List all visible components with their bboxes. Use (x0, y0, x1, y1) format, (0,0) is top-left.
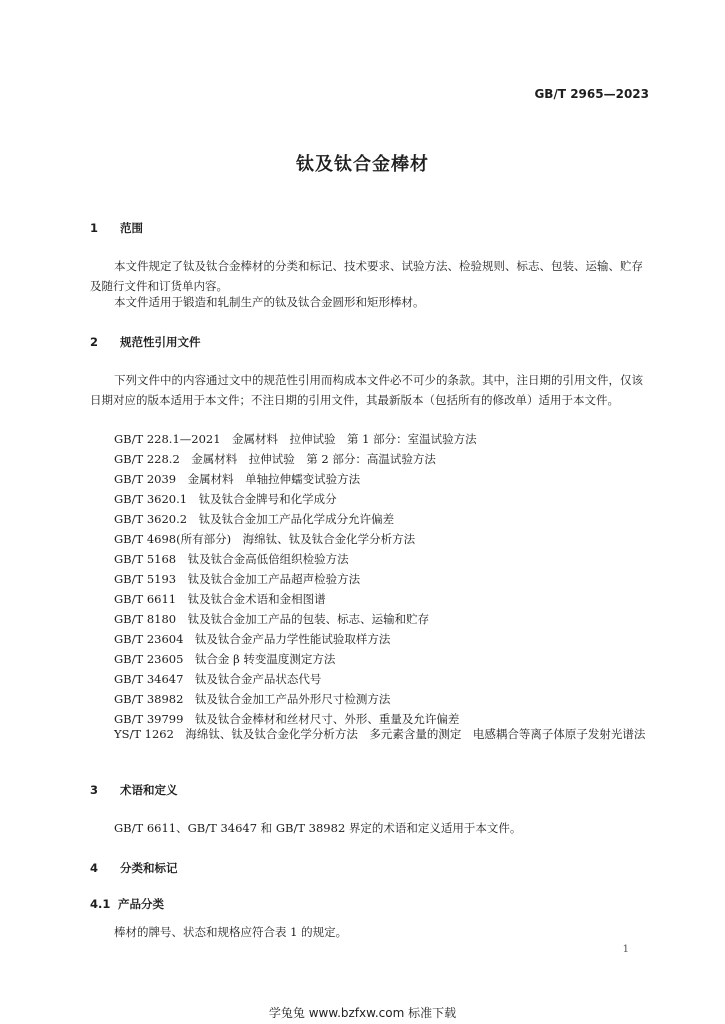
normative-references-list (114, 429, 646, 729)
section-3-heading (90, 782, 178, 798)
reference-item: GB/T 23605 钛合金 β 转变温度测定方法 (114, 652, 336, 666)
section-title: 分类和标记 (120, 861, 178, 875)
section-title: 范围 (120, 221, 143, 235)
terms-paragraph: GB/T 6611、GB/T 34647 和 GB/T 38982 界定的术语和定义适用于本文件。 (114, 821, 522, 835)
section-title: 术语和定义 (120, 783, 178, 797)
reference-item: GB/T 5193 钛及钛合金加工产品超声检验方法 (114, 572, 361, 586)
reference-item: GB/T 8180 钛及钛合金加工产品的包装、标志、运输和贮存 (114, 612, 430, 626)
standard-code: GB/T 2965—2023 (534, 87, 649, 101)
scope-paragraph-1: 本文件规定了钛及钛合金棒材的分类和标记、技术要求、试验方法、检验规则、标志、包装、运输、贮存及随行文件和订货单内容。 (90, 259, 643, 293)
section-number: 3 (90, 783, 99, 797)
section-number: 1 (90, 221, 99, 235)
classification-paragraph: 棒材的牌号、状态和规格应符合表 1 的规定。 (114, 925, 348, 939)
references-intro: 下列文件中的内容通过文中的规范性引用而构成本文件必不可少的条款。其中，注日期的引用文件，仅该日期对应的版本适用于本文件；不注日期的引用文件，其最新版本（包括所有的修改单）适用于本文件。 (90, 373, 643, 407)
reference-item: GB/T 5168 钛及钛合金高低倍组织检验方法 (114, 552, 349, 566)
reference-item: GB/T 2039 金属材料 单轴拉伸蠕变试验方法 (114, 472, 361, 486)
reference-item: GB/T 3620.2 钛及钛合金加工产品化学成分允许偏差 (114, 512, 395, 526)
reference-item: GB/T 34647 钛及钛合金产品状态代号 (114, 672, 322, 686)
reference-item-last: YS/T 1262 海绵钛、钛及钛合金化学分析方法 多元素含量的测定 电感耦合等离子体原子发射光谱法 (114, 727, 646, 741)
reference-item: GB/T 4698(所有部分) 海绵钛、钛及钛合金化学分析方法 (114, 532, 416, 546)
section-title: 产品分类 (118, 897, 164, 911)
reference-item: GB/T 23604 钛及钛合金产品力学性能试验取样方法 (114, 632, 391, 646)
section-number: 4.1 (90, 897, 111, 911)
page-number: 1 (622, 944, 629, 955)
scope-paragraph-2: 本文件适用于锻造和轧制生产的钛及钛合金圆形和矩形棒材。 (114, 295, 425, 309)
section-title: 规范性引用文件 (120, 335, 201, 349)
section-number: 4 (90, 861, 99, 875)
reference-item: GB/T 6611 钛及钛合金术语和金相图谱 (114, 592, 326, 606)
section-1-heading (90, 220, 143, 236)
document-title: 钛及钛合金棒材 (296, 154, 429, 175)
section-number: 2 (90, 335, 99, 349)
site-watermark: 学兔兔 www.bzfxw.com 标准下载 (268, 1006, 457, 1020)
subsection-4-1-heading (90, 896, 164, 912)
reference-item: GB/T 39799 钛及钛合金棒材和丝材尺寸、外形、重量及允许偏差 (114, 712, 460, 726)
reference-item: GB/T 3620.1 钛及钛合金牌号和化学成分 (114, 492, 337, 506)
reference-item: GB/T 228.2 金属材料 拉伸试验 第 2 部分：高温试验方法 (114, 452, 436, 466)
section-4-heading (90, 860, 178, 876)
reference-item: GB/T 228.1—2021 金属材料 拉伸试验 第 1 部分：室温试验方法 (114, 432, 477, 446)
section-2-heading (90, 334, 201, 350)
reference-item: GB/T 38982 钛及钛合金加工产品外形尺寸检测方法 (114, 692, 391, 706)
